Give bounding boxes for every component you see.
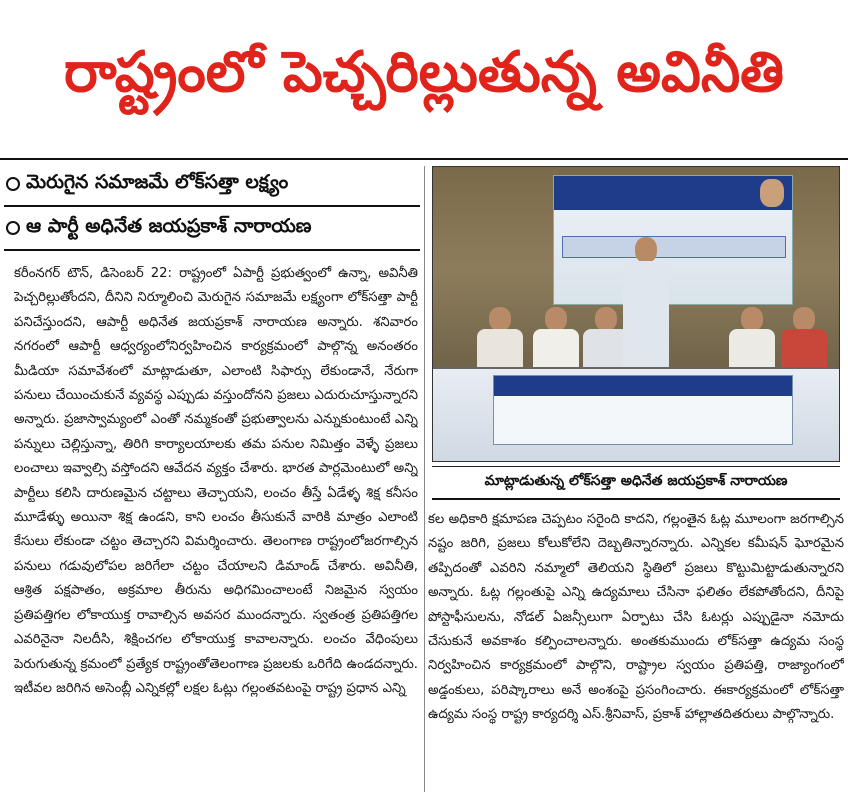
article-body-right: కల అధికారి క్షమాపణ చెప్పటం సరైంది కాదని, గల్లంతైన ఓట్ల మూలంగా జరగాల్సిన నష్టం జరిగి, ప్రజలు కోలుకోలేని దెబ్బతిన్నారన్నారు. ఎన్నికల కమీషన్ ఘోరమైన తప్పిదంతో ఎవరిని నమ్మాలో తెలియని స్థితిలో ప్రజలు కొట్టుమిట్టాడుతున్నారని అన్నారు. ఓట్ల గల్లంతుపై ఎన్ని ఉద్యమాలు చేసినా ఫలితం లేకపోతోందని, దీనిపై పోస్టాఫీసులను, నోడల్ ఏజన్సీలుగా ఏర్పాటు చేసి ఓటర్లు ఎప్పుడైనా నమోదు చేసుకునే అవకాశం కల్పించాలన్నారు. అంతకుముందు లోక్‌సత్తా ఉద్యమ సంస్థ నిర్వహించిన కార్యక్రమంలో పాల్గొని, రాష్ట్రాల స్వయం ప్రతిపత్తి, రాజ్యాంగంలో అడ్డంకులు, పరిష్కారాలు అనే అంశంపై ప్రసంగించారు. ఈకార్యక్రమంలో లోక్‌సత్తా ఉద్యమ సంస్థ రాష్ట్ర కార్యదర్శి ఎస్.శ్రీనివాస్, ప్రకాశ్ హాల్లాతదితరులు పాల్గొన్నారు. xyxy=(428,512,844,723)
photo-banner-stripe xyxy=(554,176,792,210)
subhead-2 xyxy=(4,207,420,251)
photo-banner-portrait xyxy=(760,179,784,207)
column-divider xyxy=(424,166,425,792)
article-column-right xyxy=(428,508,844,792)
event-photo xyxy=(432,166,840,462)
subheads xyxy=(4,163,420,251)
headline: రాష్ట్రంలో పెచ్చరిల్లుతున్న అవినీతి xyxy=(0,0,848,160)
photo-stage-table xyxy=(433,367,840,462)
photo-caption: మాట్లాడుతున్న లోక్‌సత్తా అధినేత జయప్రకాశ్ నారాయణ xyxy=(432,466,840,500)
photo-speaker xyxy=(619,237,673,377)
subhead-2-text: ఆ పార్టీ అధినేత జయప్రకాశ్ నారాయణ xyxy=(26,214,312,237)
photo-banner-top xyxy=(553,175,793,305)
subhead-1-text: మెరుగైన సమాజమే లోక్‌సత్తా లక్ష్యం xyxy=(26,170,289,193)
circle-bullet-icon xyxy=(6,221,20,235)
article-body-left: కరీంనగర్ టౌన్, డిసెంబర్ 22: రాష్ట్రంలో ఏపార్టీ ప్రభుత్వంలో ఉన్నా, అవినీతి పెచ్చరిల్లుతోందని, దీనిని నిర్మూలించి మెరుగైన సమాజమే లక్ష్యంగా లోక్‌సత్తా పార్టీ పనిచేస్తుందని, ఆపార్టీ అధినేత జయప్రకాశ్ నారాయణ అన్నారు. శనివారం నగరంలో ఆపార్టీ ఆధ్వర్యంలోనిర్వహించిన కార్యక్రమంలో పాల్గొన్న అనంతరం మీడియా సమావేశంలో మాట్లాడుతూ, ఎలాంటి సిఫార్సు లేకుండానే, నేరుగా పనులు చేయించుకునే వ్యవస్థ ఎప్పుడు వస్తుందోనని ప్రజలు ఎదురుచూస్తున్నారని అన్నారు. ప్రజాస్వామ్యంలో ఎంతో నమ్మకంతో ప్రభుత్వాలను ఎన్నుకుంటుంటే ఎన్ని పన్నులు చెల్లిస్తున్నా, తిరిగి కార్యాలయాలకు తమ పనుల నిమిత్తం వెళ్ళే ప్రజలు లంచాలు ఇవ్వాల్సి వస్తోందని ఆవేదన వ్యక్తం చేశారు. భారత పార్లమెంటులో అన్ని పార్టీలు కలిసి దారుణమైన చట్టాలు తెచ్చాయని, లంచం తీస్తే ఏడేళ్ళ శిక్ష కనీసం మూడేళ్ళు అయినా శిక్ష ఉండని, కాని లంచం తీసుకునే వారికి మాత్రం ఎలాంటి కేసులు లేకుండా చట్టం తెచ్చారని విమర్శించారు. తెలంగాణ రాష్ట్రంలోజరగాల్సిన పనులు గడువులోపల జరిగేలా చట్టం చేయాలని డిమాండ్ చేశారు. అవినీతి, ఆశ్రిత పక్షపాతం, అక్రమాల తీరును అధిగమించాలంటే నిజమైన స్వయం ప్రతిపత్తిగల లోకాయుక్త రావాల్సిన అవసర ముందన్నారు. స్వతంత్ర ప్రతిపత్తిగల ఎవరినైనా నిలదీసి, శిక్షించగల లోకాయుక్త కావాలన్నారు. లంచం వేధింపులు పెరుగుతున్న క్రమంలో ప్రత్యేక రాష్ట్రంతోతెలంగాణ ప్రజలకు ఒరిగేది ఉండదన్నారు. ఇటీవల జరిగిన అసెంబ్లీ ఎన్నికల్లో లక్షల ఓట్లు గల్లంతవటంపై రాష్ట్ర ప్రధాన ఎన్ని xyxy=(14,266,418,696)
photo-banner-title-strip xyxy=(562,236,786,258)
photo-block xyxy=(428,166,844,502)
article-column-left xyxy=(14,262,418,792)
circle-bullet-icon xyxy=(6,177,20,191)
photo-banner-table xyxy=(493,375,793,445)
subhead-1 xyxy=(4,163,420,207)
